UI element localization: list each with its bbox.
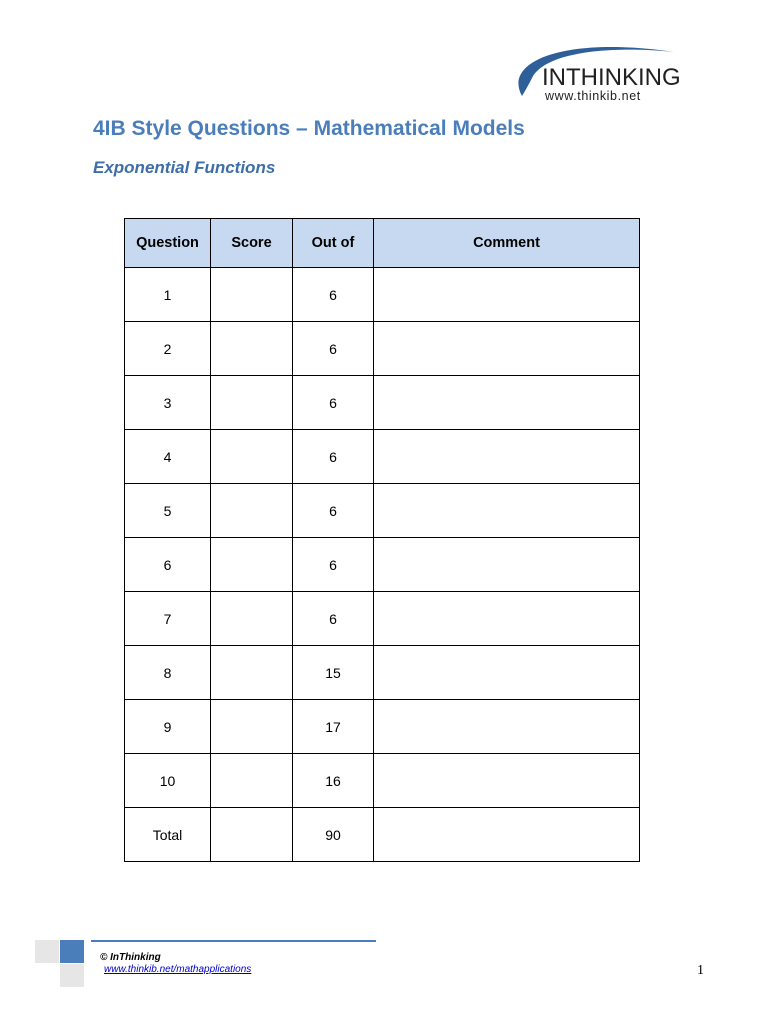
out-of-cell: 6 — [293, 268, 374, 322]
total-out-of-cell: 90 — [293, 808, 374, 862]
table-total-row — [125, 808, 640, 862]
table-row — [125, 592, 640, 646]
comment-cell[interactable] — [374, 754, 640, 808]
logo-url: www.thinkib.net — [545, 89, 641, 103]
total-score-cell[interactable] — [211, 808, 293, 862]
score-cell[interactable] — [211, 700, 293, 754]
document-subtitle: Exponential Functions — [93, 158, 276, 177]
out-of-cell: 6 — [293, 322, 374, 376]
logo-wordmark: INTHINKING — [542, 64, 681, 91]
table-row — [125, 646, 640, 700]
comment-cell[interactable] — [374, 268, 640, 322]
score-cell[interactable] — [211, 538, 293, 592]
page-number: 1 — [697, 963, 704, 978]
out-of-cell: 6 — [293, 484, 374, 538]
score-cell[interactable] — [211, 322, 293, 376]
question-cell: 7 — [125, 592, 211, 646]
question-cell: 9 — [125, 700, 211, 754]
footer-link[interactable]: www.thinkib.net/mathapplications — [104, 964, 252, 975]
table-row — [125, 376, 640, 430]
table-row — [125, 538, 640, 592]
table-row — [125, 700, 640, 754]
document-title: 4IB Style Questions – Mathematical Models — [93, 117, 525, 140]
table-row — [125, 268, 640, 322]
footer-divider — [91, 940, 376, 942]
out-of-cell: 16 — [293, 754, 374, 808]
inthinking-logo — [508, 38, 681, 104]
question-cell: 5 — [125, 484, 211, 538]
comment-cell[interactable] — [374, 376, 640, 430]
score-cell[interactable] — [211, 268, 293, 322]
comment-cell[interactable] — [374, 700, 640, 754]
out-of-cell: 6 — [293, 430, 374, 484]
question-cell: 1 — [125, 268, 211, 322]
question-cell: 10 — [125, 754, 211, 808]
table-row — [125, 484, 640, 538]
out-of-cell: 15 — [293, 646, 374, 700]
comment-cell[interactable] — [374, 592, 640, 646]
footer-square — [60, 940, 84, 963]
total-label-cell: Total — [125, 808, 211, 862]
footer-square — [35, 940, 59, 963]
score-cell[interactable] — [211, 376, 293, 430]
out-of-cell: 6 — [293, 376, 374, 430]
score-table — [124, 218, 640, 862]
question-cell: 2 — [125, 322, 211, 376]
question-cell: 8 — [125, 646, 211, 700]
comment-cell[interactable] — [374, 484, 640, 538]
total-comment-cell[interactable] — [374, 808, 640, 862]
question-cell: 4 — [125, 430, 211, 484]
score-cell[interactable] — [211, 646, 293, 700]
out-of-cell: 17 — [293, 700, 374, 754]
table-row — [125, 322, 640, 376]
comment-cell[interactable] — [374, 538, 640, 592]
header-score: Score — [211, 219, 293, 268]
header-out-of: Out of — [293, 219, 374, 268]
footer-copyright: © InThinking — [100, 952, 161, 963]
header-comment: Comment — [374, 219, 640, 268]
comment-cell[interactable] — [374, 322, 640, 376]
table-row — [125, 430, 640, 484]
score-cell[interactable] — [211, 484, 293, 538]
out-of-cell: 6 — [293, 538, 374, 592]
comment-cell[interactable] — [374, 646, 640, 700]
table-header-row — [125, 219, 640, 268]
question-cell: 3 — [125, 376, 211, 430]
footer-square — [60, 964, 84, 987]
table-row — [125, 754, 640, 808]
out-of-cell: 6 — [293, 592, 374, 646]
score-cell[interactable] — [211, 592, 293, 646]
question-cell: 6 — [125, 538, 211, 592]
score-cell[interactable] — [211, 430, 293, 484]
comment-cell[interactable] — [374, 430, 640, 484]
score-cell[interactable] — [211, 754, 293, 808]
header-question: Question — [125, 219, 211, 268]
